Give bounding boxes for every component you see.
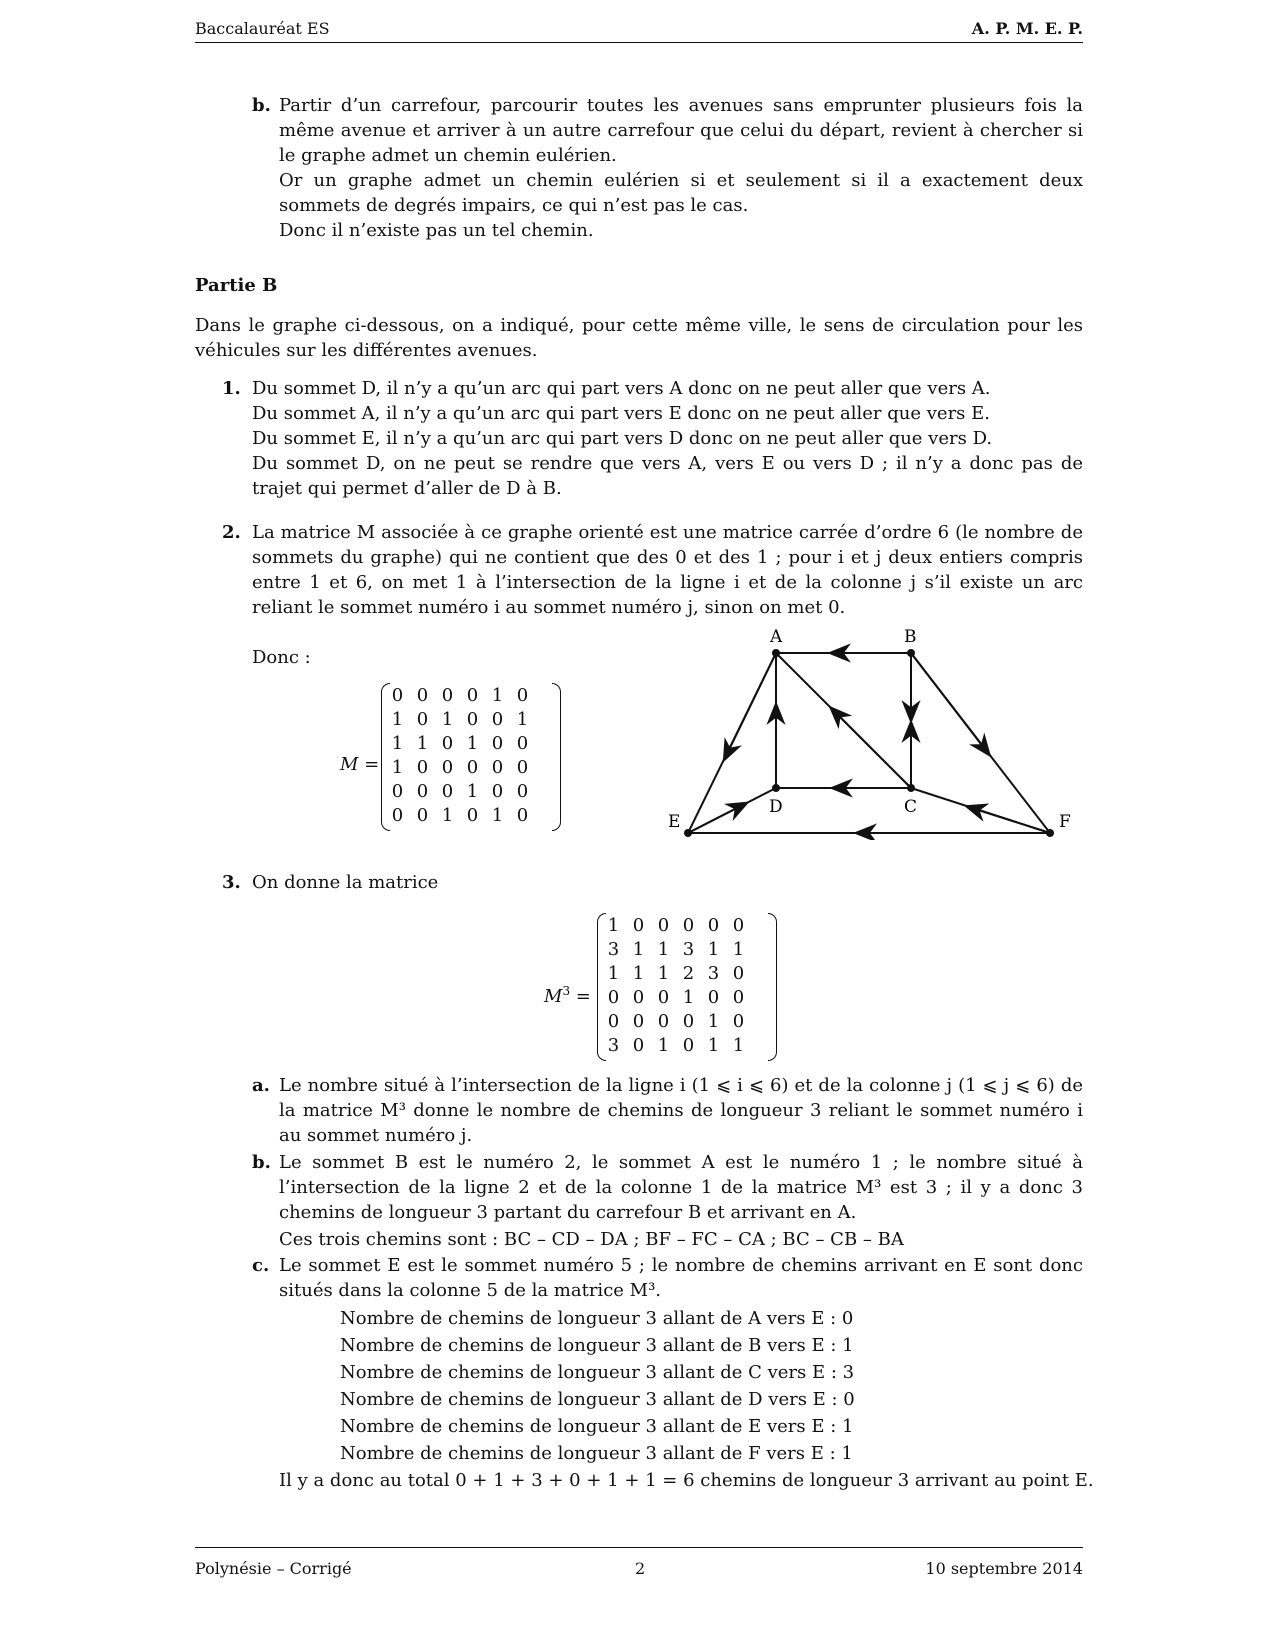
edge-c-a-arrow <box>837 714 911 788</box>
matrix-m-right-bracket <box>552 683 561 831</box>
vertex-label-f: F <box>1059 812 1071 832</box>
vertex-c <box>907 784 915 792</box>
q3-c <box>252 1253 1083 1303</box>
matrix-cell: 0 <box>441 781 454 802</box>
matrix-row <box>601 914 751 938</box>
matrix-cell: 1 <box>732 939 745 960</box>
footer-right: 10 septembre 2014 <box>925 1559 1083 1578</box>
count-line-e: Nombre de chemins de longueur 3 allant de E vers E : 1 <box>340 1416 854 1437</box>
q3-intro: On donne la matrice <box>252 872 439 893</box>
matrix-cell: 0 <box>441 757 454 778</box>
vertex-d <box>772 784 780 792</box>
footer-left: Polynésie – Corrigé <box>195 1559 352 1578</box>
matrix-cell: 1 <box>391 709 404 730</box>
matrix-m3-label <box>544 979 591 1009</box>
q3-a <box>252 1073 1083 1148</box>
vertex-f <box>1046 829 1054 837</box>
matrix-cell: 0 <box>416 805 429 826</box>
question-label: 2. <box>222 522 241 543</box>
matrix-cell: 0 <box>491 757 504 778</box>
matrix-row <box>601 962 751 986</box>
page-header <box>195 14 1083 43</box>
count-line-f: Nombre de chemins de longueur 3 allant de F vers E : 1 <box>340 1443 853 1464</box>
matrix-cell: 1 <box>466 733 479 754</box>
matrix-cell: 0 <box>607 1011 620 1032</box>
matrix-cell: 0 <box>657 1011 670 1032</box>
matrix-cell: 0 <box>466 685 479 706</box>
matrix-cell: 1 <box>391 733 404 754</box>
directed-graph <box>660 620 1090 840</box>
matrix-m-label: M = <box>340 754 380 775</box>
q1-line-2: Du sommet A, il n’y a qu’un arc qui part vers E donc on ne peut aller que vers E. <box>252 403 990 424</box>
question-label: c. <box>252 1255 270 1276</box>
matrix-row <box>601 1010 751 1034</box>
q3-c-total: Il y a donc au total 0 + 1 + 3 + 0 + 1 + 1 = 6 chemins de longueur 3 arrivant au point E. <box>279 1470 1094 1491</box>
matrix-cell: 0 <box>732 987 745 1008</box>
matrix-cell: 0 <box>391 805 404 826</box>
matrix-cell: 0 <box>466 757 479 778</box>
matrix-cell: 1 <box>707 1035 720 1056</box>
matrix-cell: 0 <box>416 685 429 706</box>
vertex-label-d: D <box>769 797 783 817</box>
matrix-row <box>601 1034 751 1058</box>
count-line-a: Nombre de chemins de longueur 3 allant de A vers E : 0 <box>340 1308 854 1329</box>
matrix-m3-label-base: M <box>544 986 563 1007</box>
q3-b-text: Le sommet B est le numéro 2, le sommet A est le numéro 1 ; le nombre situé à l’intersection de la ligne 2 et de la colonne 1 de la matrice M³ est 3 ; il y a donc 3 chemins de longueur 3 partant du carrefour B et arrivant en A. <box>279 1152 1083 1223</box>
part-a-b-paragraph-1: Partir d’un carrefour, parcourir toutes les avenues sans emprunter plusieurs fois la même avenue et arriver à un autre carrefour que celui du départ, revient à chercher si le graphe admet un chemin eulérien. <box>279 95 1083 166</box>
matrix-cell: 0 <box>657 987 670 1008</box>
matrix-cell: 0 <box>682 915 695 936</box>
edge-e-d-arrow <box>688 807 739 833</box>
matrix-cell: 1 <box>491 685 504 706</box>
vertex-e <box>684 829 692 837</box>
matrix-cell: 1 <box>657 939 670 960</box>
matrix-row <box>385 780 535 804</box>
vertex-b <box>907 649 915 657</box>
question-label: a. <box>252 1075 270 1096</box>
matrix-cell: 0 <box>516 733 529 754</box>
header-left: Baccalauréat ES <box>195 19 330 38</box>
question-label: 3. <box>222 872 241 893</box>
matrix-cell: 1 <box>707 1011 720 1032</box>
matrix-cell: 1 <box>707 939 720 960</box>
matrix-cell: 0 <box>516 805 529 826</box>
matrix-cell: 0 <box>632 987 645 1008</box>
q1-line-3: Du sommet E, il n’y a qu’un arc qui part vers D donc on ne peut aller que vers D. <box>252 428 993 449</box>
page-number: 2 <box>635 1559 646 1578</box>
matrix-cell: 1 <box>607 915 620 936</box>
matrix-cell: 3 <box>607 1035 620 1056</box>
matrix-cell: 0 <box>732 1011 745 1032</box>
matrix-cell: 0 <box>416 781 429 802</box>
matrix-cell: 0 <box>682 1035 695 1056</box>
matrix-cell: 0 <box>732 915 745 936</box>
question-label: b. <box>252 1152 271 1173</box>
header-right: A. P. M. E. P. <box>971 19 1083 38</box>
matrix-cell: 1 <box>607 963 620 984</box>
matrix-cell: 1 <box>657 1035 670 1056</box>
matrix-cell: 0 <box>516 685 529 706</box>
part-a-question-b <box>252 93 1083 243</box>
matrix-cell: 1 <box>657 963 670 984</box>
matrix-cell: 1 <box>632 963 645 984</box>
matrix-row <box>385 684 535 708</box>
edge-f-c-arrow <box>975 809 1050 833</box>
matrix-cell: 0 <box>632 1035 645 1056</box>
matrix-cell: 3 <box>607 939 620 960</box>
matrix-cell: 0 <box>516 757 529 778</box>
matrix-cell: 3 <box>707 963 720 984</box>
matrix-cell: 0 <box>416 709 429 730</box>
page-footer <box>195 1547 1083 1578</box>
matrix-cell: 1 <box>416 733 429 754</box>
part-a-b-paragraph-2: Or un graphe admet un chemin eulérien si et seulement si il a exactement deux sommets de degrés impairs, ce qui n’est pas le cas. <box>279 170 1083 216</box>
matrix-cell: 0 <box>416 757 429 778</box>
matrix-cell: 2 <box>682 963 695 984</box>
matrix-cell: 0 <box>632 915 645 936</box>
matrix-row <box>385 756 535 780</box>
matrix-cell: 0 <box>657 915 670 936</box>
matrix-cell: 0 <box>491 709 504 730</box>
matrix-row <box>601 938 751 962</box>
matrix-cell: 0 <box>441 733 454 754</box>
count-line-c: Nombre de chemins de longueur 3 allant de C vers E : 3 <box>340 1362 855 1383</box>
donc-label: Donc : <box>252 647 311 668</box>
q1-line-4: Du sommet D, on ne peut se rendre que vers A, vers E ou vers D ; il n’y a donc pas de trajet qui permet d’aller de D à B. <box>252 453 1083 499</box>
q3-b-paths: Ces trois chemins sont : BC – CD – DA ; BF – FC – CA ; BC – CB – BA <box>279 1229 904 1250</box>
matrix-cell: 0 <box>391 685 404 706</box>
matrix-row <box>601 986 751 1010</box>
matrix-row <box>385 708 535 732</box>
part-a-b-paragraph-3: Donc il n’existe pas un tel chemin. <box>279 220 594 241</box>
question-1 <box>222 376 1083 501</box>
matrix-m <box>385 684 535 828</box>
section-intro: Dans le graphe ci-dessous, on a indiqué, pour cette même ville, le sens de circulation pour les véhicules sur les différentes avenues. <box>195 315 1083 361</box>
matrix-cell: 3 <box>682 939 695 960</box>
matrix-m3 <box>601 914 751 1058</box>
section-title: Partie B <box>195 275 278 296</box>
matrix-cell: 0 <box>632 1011 645 1032</box>
matrix-cell: 1 <box>491 805 504 826</box>
q1-line-1: Du sommet D, il n’y a qu’un arc qui part vers A donc on ne peut aller que vers A. <box>252 378 991 399</box>
matrix-cell: 1 <box>441 709 454 730</box>
vertex-label-e: E <box>668 812 681 832</box>
matrix-m3-right-bracket <box>768 913 777 1061</box>
matrix-cell: 0 <box>516 781 529 802</box>
matrix-cell: 1 <box>516 709 529 730</box>
vertex-a <box>772 649 780 657</box>
q3-b <box>252 1150 1083 1252</box>
matrix-cell: 1 <box>441 805 454 826</box>
matrix-cell: 0 <box>682 1011 695 1032</box>
matrix-cell: 0 <box>491 733 504 754</box>
matrix-cell: 0 <box>441 685 454 706</box>
matrix-row <box>385 732 535 756</box>
q3-c-text: Le sommet E est le sommet numéro 5 ; le nombre de chemins arrivant en E sont donc situés dans la colonne 5 de la matrice M³. <box>279 1255 1083 1301</box>
edge-b-f-arrow <box>911 653 984 748</box>
matrix-m3-label-eq: = <box>570 986 591 1007</box>
matrix-cell: 0 <box>466 709 479 730</box>
matrix-cell: 0 <box>732 963 745 984</box>
matrix-cell: 0 <box>607 987 620 1008</box>
matrix-cell: 1 <box>391 757 404 778</box>
matrix-cell: 1 <box>466 781 479 802</box>
q3-a-text: Le nombre situé à l’intersection de la ligne i (1 ⩽ i ⩽ 6) et de la colonne j (1 ⩽ j ⩽ 6) de la matrice M³ donne le nombre de chemins de longueur 3 reliant le sommet numéro i au sommet numéro j. <box>279 1075 1083 1146</box>
matrix-cell: 0 <box>391 781 404 802</box>
count-line-b: Nombre de chemins de longueur 3 allant de B vers E : 1 <box>340 1335 854 1356</box>
question-label: 1. <box>222 378 241 399</box>
vertex-label-c: C <box>904 797 918 817</box>
vertex-label-a: A <box>770 627 783 647</box>
matrix-cell: 1 <box>632 939 645 960</box>
edge-a-e-arrow <box>728 653 776 752</box>
question-3 <box>222 870 1083 895</box>
matrix-cell: 1 <box>682 987 695 1008</box>
matrix-cell: 1 <box>732 1035 745 1056</box>
question-label: b. <box>252 95 271 116</box>
question-2 <box>222 520 1083 620</box>
matrix-cell: 0 <box>466 805 479 826</box>
matrix-cell: 0 <box>707 987 720 1008</box>
vertex-label-b: B <box>904 627 917 647</box>
count-line-d: Nombre de chemins de longueur 3 allant de D vers E : 0 <box>340 1389 855 1410</box>
matrix-m3-label-exp: 3 <box>562 984 571 998</box>
matrix-cell: 0 <box>491 781 504 802</box>
q2-text: La matrice M associée à ce graphe orienté est une matrice carrée d’ordre 6 (le nombre de sommets du graphe) qui ne contient que des 0 et des 1 ; pour i et j deux entiers compris entre 1 et 6, on met 1 à l’intersection de la ligne i et de la colonne j s’il existe un arc reliant le sommet numéro i au sommet numéro j, sinon on met 0. <box>252 522 1083 618</box>
matrix-row <box>385 804 535 828</box>
matrix-cell: 0 <box>707 915 720 936</box>
